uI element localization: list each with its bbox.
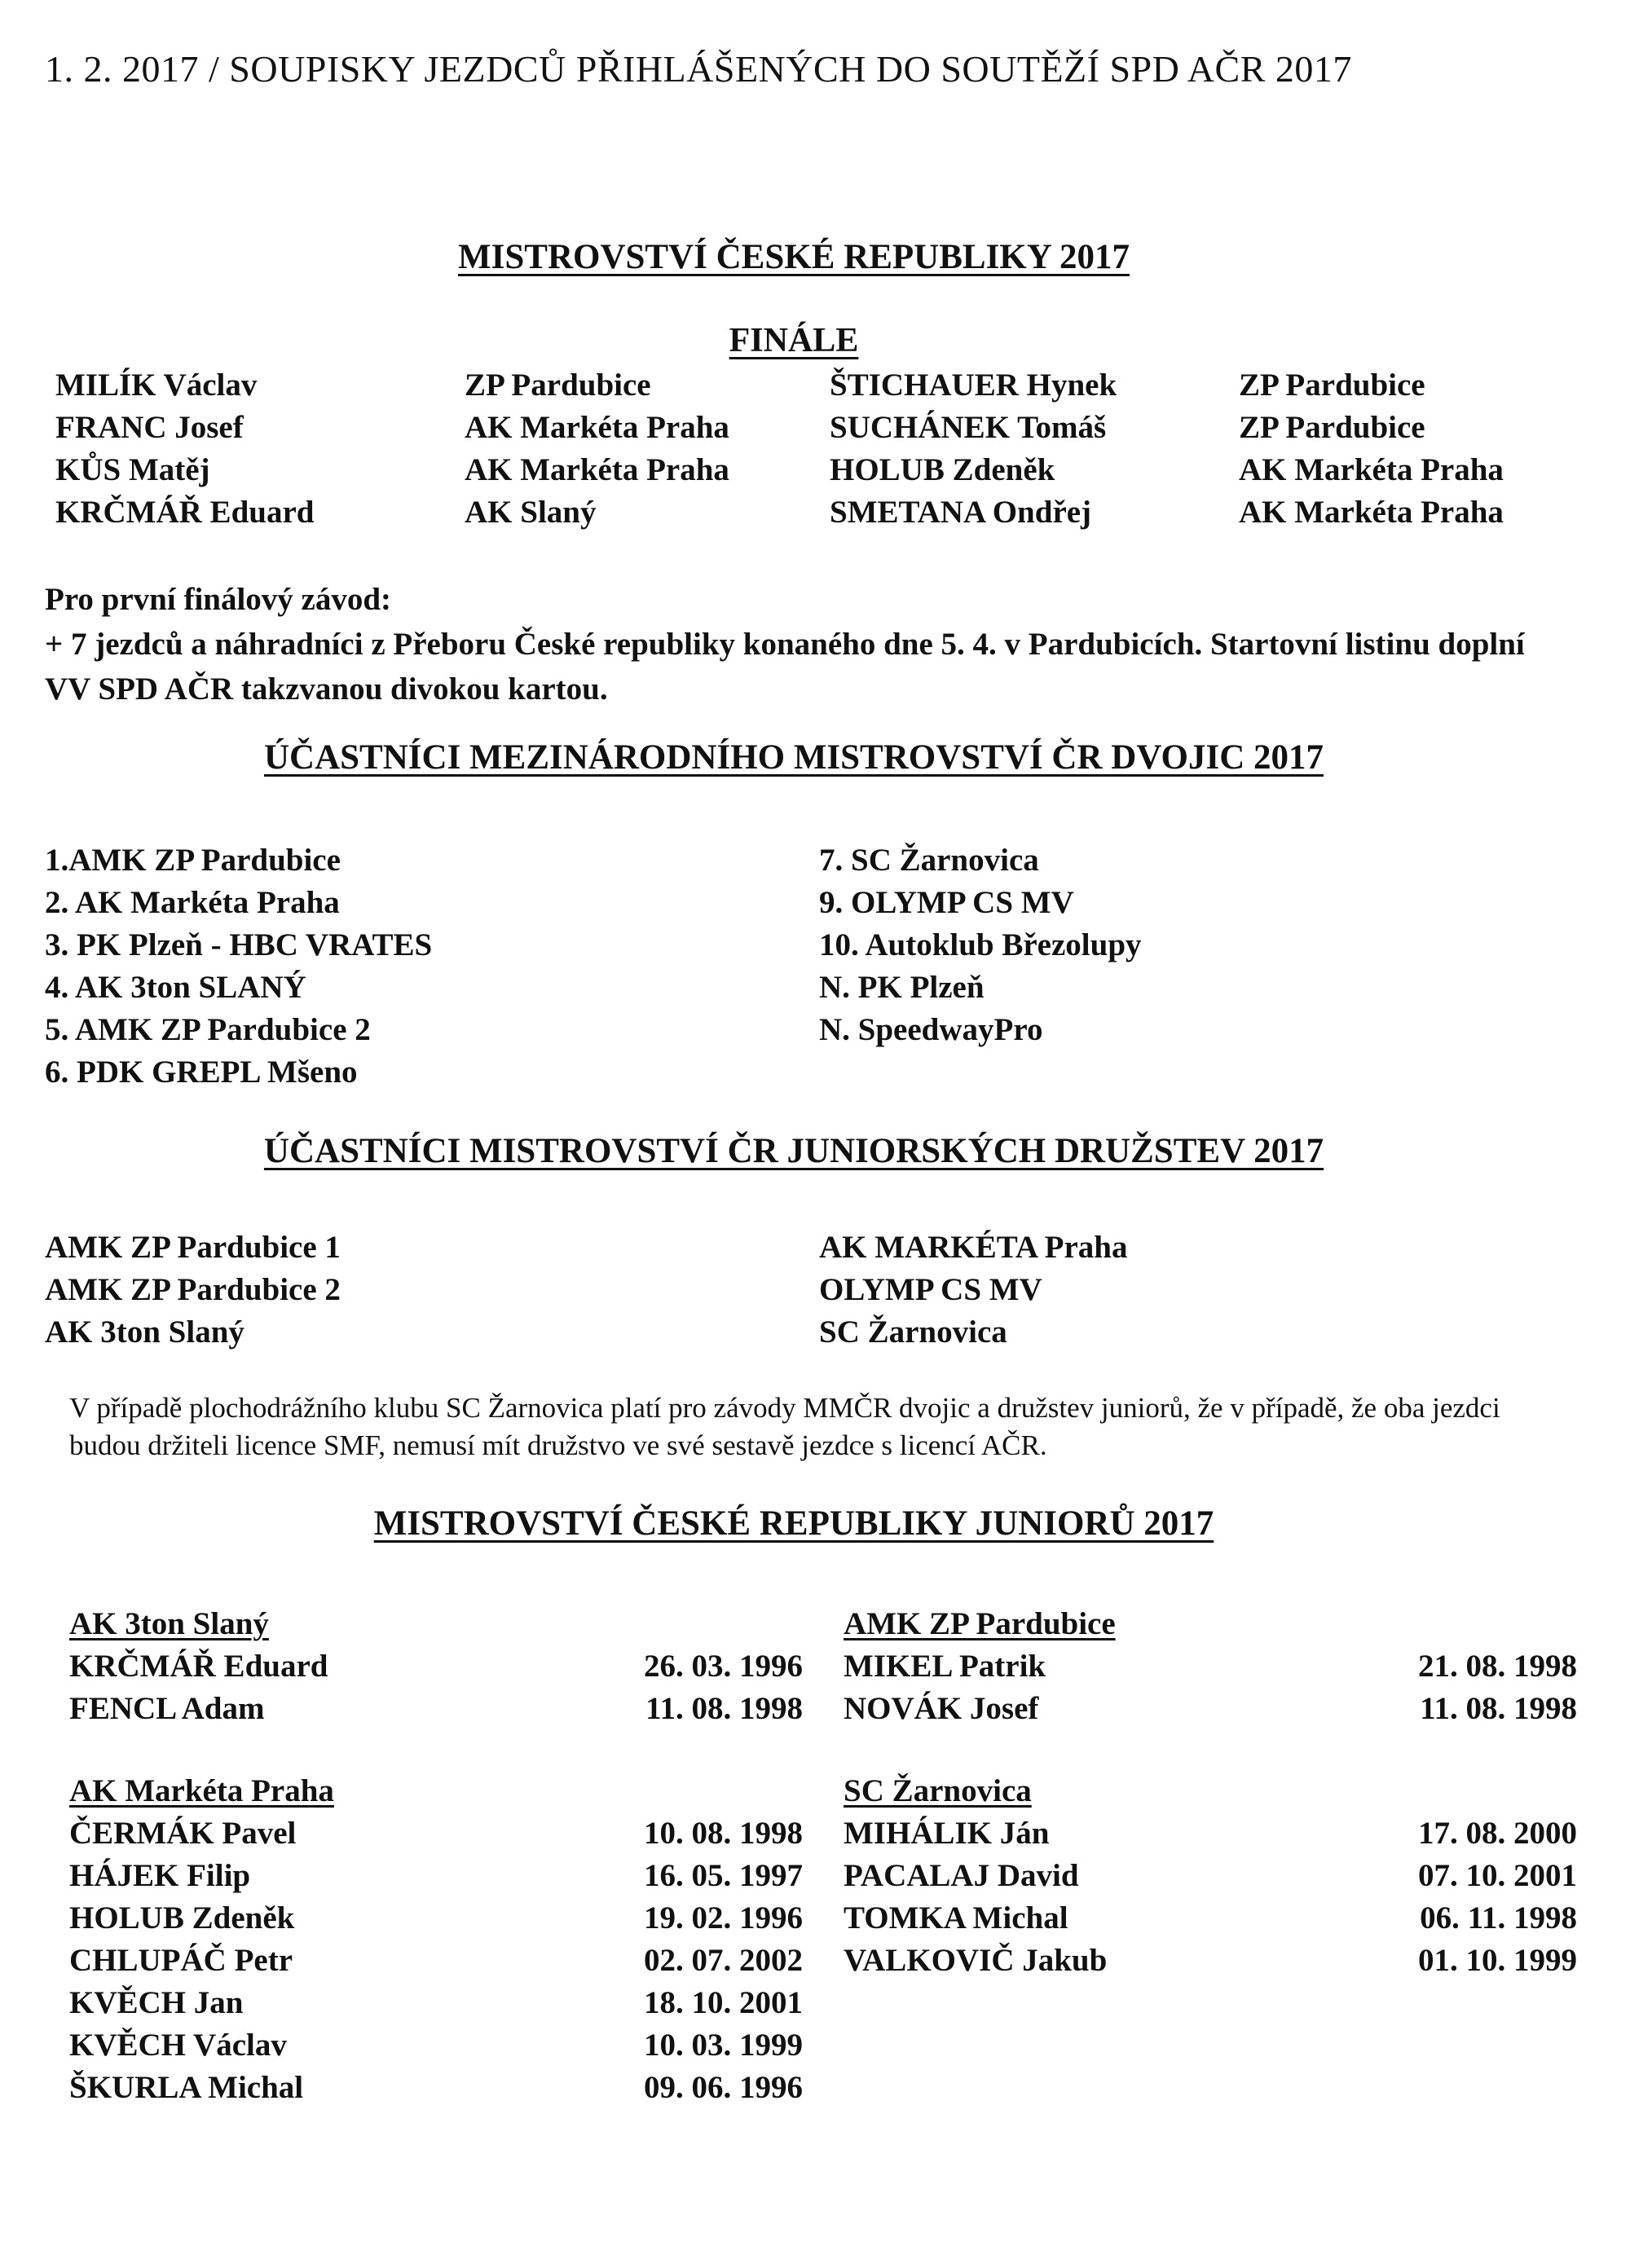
rider-club: AK Markéta Praha [1239,452,1504,487]
rider-name: HOLUB Zdeněk [69,1900,295,1936]
final-heading: FINÁLE [729,322,859,359]
rider-name: PACALAJ David [844,1858,1079,1893]
junior-rider-row [69,1984,803,2027]
final-note-title: Pro první finálový závod: [45,582,392,617]
list-item: 9. OLYMP CS MV [819,885,1074,920]
rider-club: AK Markéta Praha [1239,495,1504,530]
rider-name: SMETANA Ondřej [830,495,1092,530]
pairs-list-left [45,839,432,1094]
rider-name: TOMKA Michal [844,1900,1068,1936]
rider-dob: 16. 05. 1997 [644,1858,803,1893]
junior-rider-row [69,2027,803,2069]
list-item: OLYMP CS MV [819,1272,1042,1307]
list-item: N. PK Plzeň [819,970,985,1005]
junior-rider-row [69,1648,803,1690]
club-heading: AK Markéta Praha [69,1773,334,1808]
list-item: N. SpeedwayPro [819,1012,1043,1047]
rider-club: AK Markéta Praha [465,410,729,445]
rider-club: ZP Pardubice [1239,410,1425,445]
final-row [0,367,1630,409]
junior-teams-left [45,1226,341,1354]
rider-name: HOLUB Zdeněk [830,452,1055,487]
rider-club: ZP Pardubice [465,368,651,403]
junior-rider-row [69,1690,803,1733]
rider-club: AK Slaný [465,495,597,530]
rider-name: KRČMÁŘ Eduard [69,1649,328,1684]
rider-dob: 10. 08. 1998 [644,1816,803,1851]
junior-rider-row [844,1690,1577,1733]
rider-name: FENCL Adam [69,1691,265,1726]
rider-dob: 18. 10. 2001 [644,1985,803,2020]
junior-rider-row [69,1857,803,1900]
club-heading: AMK ZP Pardubice [844,1606,1116,1641]
junior-teams-right [819,1226,1127,1354]
juniors-mcr-heading: MISTROVSTVÍ ČESKÉ REPUBLIKY JUNIORŮ 2017 [373,1504,1214,1543]
rider-name: MILÍK Václav [55,368,258,403]
pairs-list-right [819,839,1142,1051]
rider-dob: 09. 06. 1996 [644,2070,803,2105]
rider-name: ŠKURLA Michal [69,2070,304,2105]
list-item: AK 3ton Slaný [45,1315,244,1350]
final-row [0,451,1630,494]
junior-rider-row [844,1900,1577,1942]
mcr-heading: MISTROVSTVÍ ČESKÉ REPUBLIKY 2017 [458,238,1130,276]
rider-name: NOVÁK Josef [844,1691,1039,1726]
club-heading: SC Žarnovica [844,1773,1032,1808]
rider-dob: 19. 02. 1996 [644,1900,803,1936]
rider-dob: 17. 08. 2000 [1418,1816,1577,1851]
rider-club: ZP Pardubice [1239,368,1425,403]
list-item: SC Žarnovica [819,1315,1007,1350]
rider-dob: 07. 10. 2001 [1418,1858,1577,1893]
rider-name: CHLUPÁČ Petr [69,1943,293,1978]
list-item: 7. SC Žarnovica [819,843,1039,878]
junior-rider-row [69,1942,803,1984]
rider-name: HÁJEK Filip [69,1858,251,1893]
junior-rider-row [69,2069,803,2112]
rider-name: ČERMÁK Pavel [69,1816,297,1851]
rider-name: MIKEL Patrik [844,1649,1046,1684]
rider-dob: 11. 08. 1998 [1420,1691,1577,1726]
list-item: 4. AK 3ton SLANÝ [45,970,306,1005]
rider-name: KRČMÁŘ Eduard [55,495,315,530]
final-note-text: + 7 jezdců a náhradníci z Přeboru České republiky konaného dne 5. 4. v Pardubicích. Startovní listinu doplní VV SPD AČR takzvanou divokou kartou. [45,627,1525,707]
junior-rider-row [844,1648,1577,1690]
club-heading: AK 3ton Slaný [69,1606,269,1641]
junior-rider-row [844,1942,1577,1984]
rider-name: ŠTICHAUER Hynek [830,368,1117,403]
rider-name: VALKOVIČ Jakub [844,1943,1108,1978]
rider-name: SUCHÁNEK Tomáš [830,410,1107,445]
list-item: 6. PDK GREPL Mšeno [45,1055,358,1090]
rider-name: KŮS Matěj [55,452,210,487]
list-item: AMK ZP Pardubice 1 [45,1230,341,1265]
junior-rider-row [844,1857,1577,1900]
rider-club: AK Markéta Praha [465,452,729,487]
junior-teams-heading: ÚČASTNÍCI MISTROVSTVÍ ČR JUNIORSKÝCH DRUŽSTEV 2017 [263,1132,1324,1170]
rider-dob: 11. 08. 1998 [645,1691,803,1726]
junior-rider-row [844,1815,1577,1857]
junior-rider-row [69,1900,803,1942]
list-item: 10. Autoklub Březolupy [819,927,1142,962]
document-title: 1. 2. 2017 / SOUPISKY JEZDCŮ PŘIHLÁŠENÝCH DO SOUTĚŽÍ SPD AČR 2017 [45,48,1352,90]
rider-dob: 21. 08. 1998 [1418,1649,1577,1684]
final-note [45,577,1544,711]
rider-dob: 01. 10. 1999 [1418,1943,1577,1978]
rider-dob: 26. 03. 1996 [644,1649,803,1684]
zarnovica-note: V případě plochodrážního klubu SC Žarnovica platí pro závody MMČR dvojic a družstev juniorů, že v případě, že oba jezdci budou držiteli licence SMF, nemusí mít družstvo ve své sestavě jezdce s licencí AČR. [69,1392,1500,1461]
pairs-heading: ÚČASTNÍCI MEZINÁRODNÍHO MISTROVSTVÍ ČR DVOJIC 2017 [263,738,1324,777]
junior-rider-row [69,1815,803,1857]
list-item: AMK ZP Pardubice 2 [45,1272,341,1307]
list-item: 2. AK Markéta Praha [45,885,340,920]
list-item: AK MARKÉTA Praha [819,1230,1128,1265]
rider-dob: 06. 11. 1998 [1420,1900,1577,1936]
list-item: 1.AMK ZP Pardubice [45,843,341,878]
rider-dob: 02. 07. 2002 [644,1943,803,1978]
rider-dob: 10. 03. 1999 [644,2028,803,2063]
final-row [0,494,1630,536]
rider-name: KVĚCH Václav [69,2028,287,2063]
rider-name: FRANC Josef [55,410,244,445]
rider-name: KVĚCH Jan [69,1985,244,2020]
list-item: 5. AMK ZP Pardubice 2 [45,1012,371,1047]
rider-name: MIHÁLIK Ján [844,1816,1050,1851]
list-item: 3. PK Plzeň - HBC VRATES [45,927,433,962]
final-row [0,409,1630,451]
